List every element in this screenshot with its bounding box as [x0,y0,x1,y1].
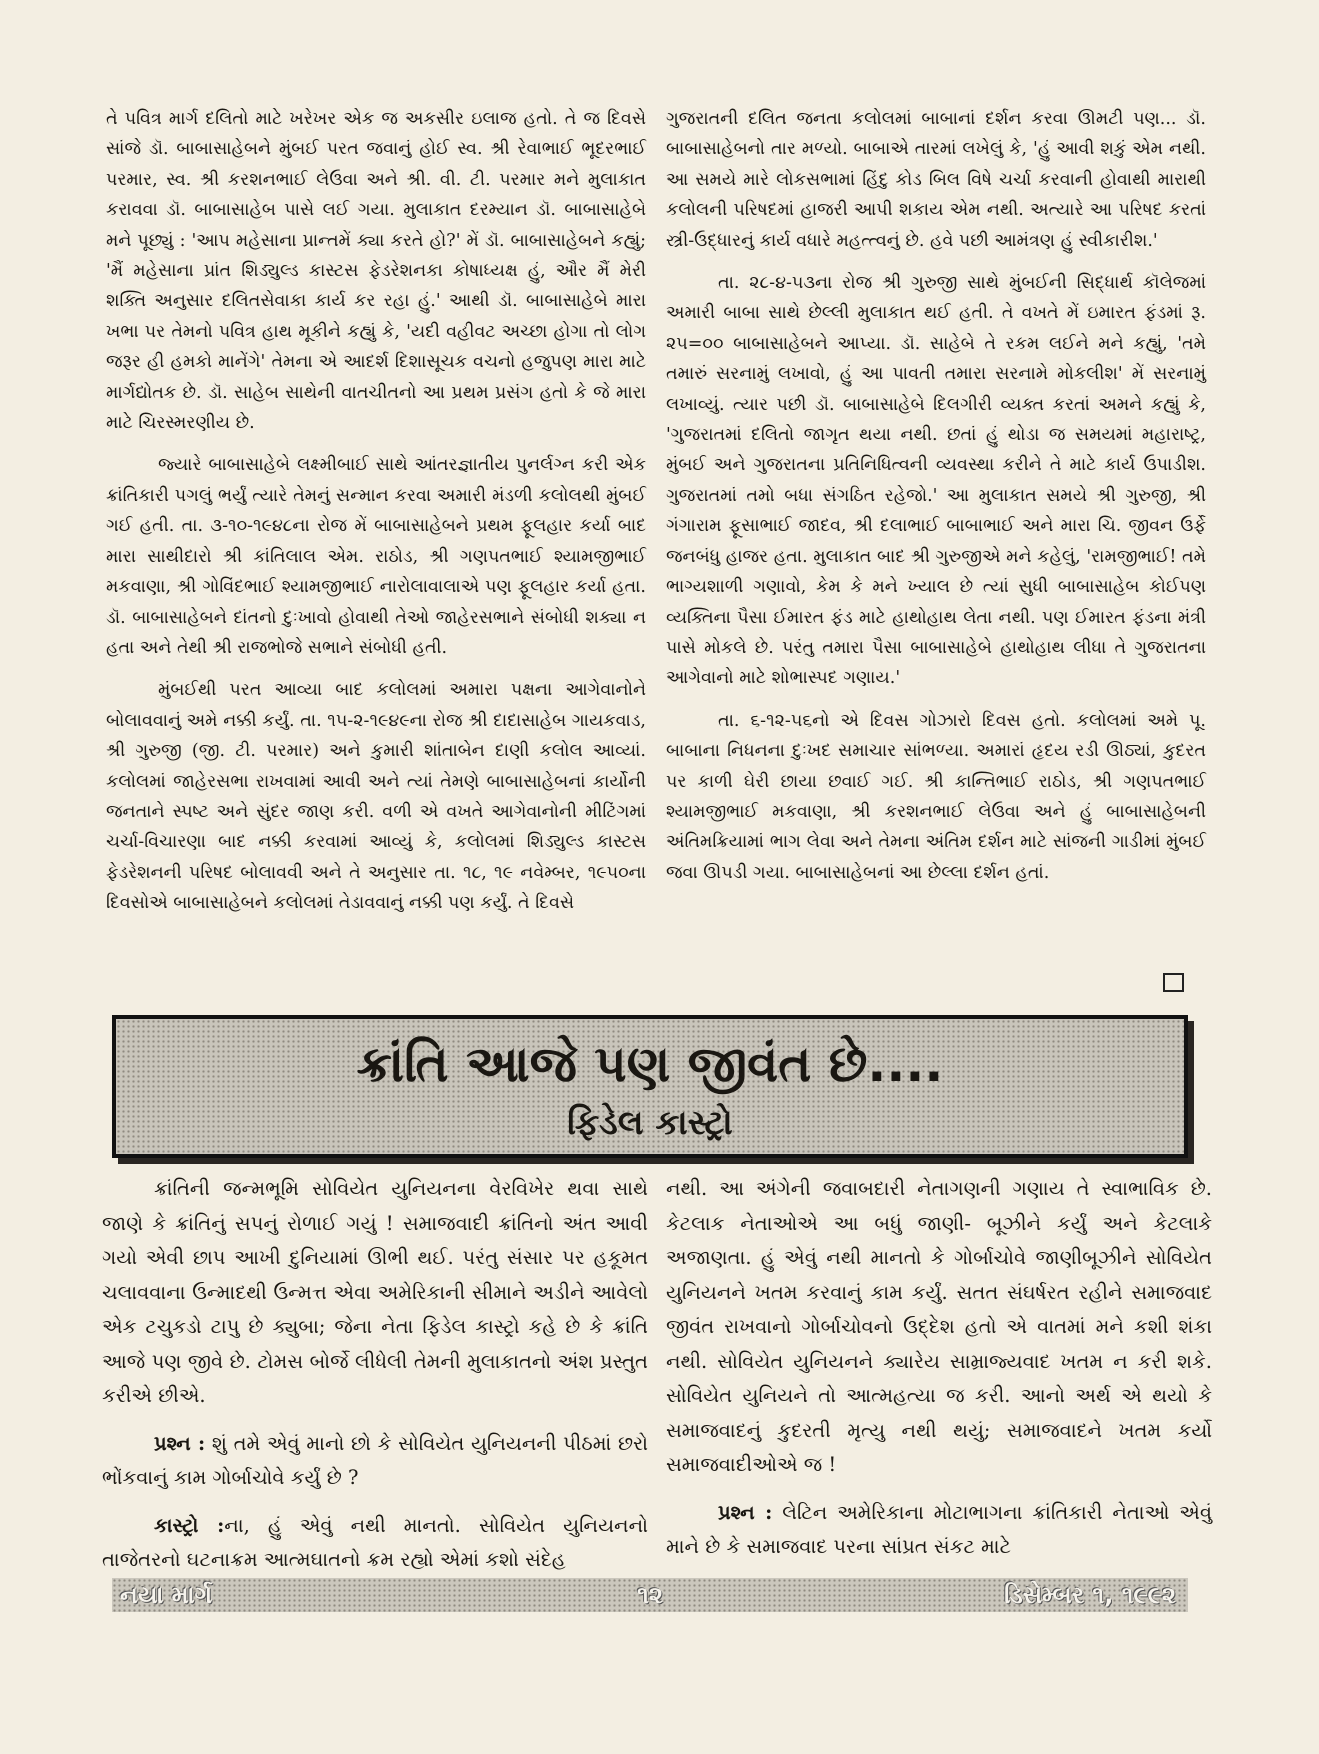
end-of-article-square-icon [1163,973,1184,992]
article2-intro: ક્રાંતિની જન્મભૂમિ સોવિયેત યુનિયનના વેરવિખેર થવા સાથે જાણે કે ક્રાંતિનું સપનું રોળાઈ ગયું ! સમાજવાદી ક્રાંતિનો અંત આવી ગયો એવી છાપ આખી દુનિયામાં ઊભી થઈ. પરંતુ સંસાર પર હકૂમત ચલાવવાના ઉન્માદથી ઉન્મત્ત એવા અમેરિકાની સીમાને અડીને આવેલો એક ટચુકડો ટાપુ છે ક્યુબા; જેના નેતા ફિડેલ કાસ્ટ્રો કહે છે કે ક્રાંતિ આજે પણ જીવે છે. ટોમસ બોર્જે લીધેલી તેમની મુલાકાતનો અંશ પ્રસ્તુત કરીએ છીએ. [102,1177,648,1407]
answer-paragraph [102,1509,648,1578]
issue-date: ડિસેમ્બર ૧, ૧૯૯૨ [1004,1581,1176,1609]
question-paragraph [666,1496,1212,1565]
article1-paragraph: તે પવિત્ર માર્ગ દલિતો માટે ખરેખર એક જ અકસીર ઇલાજ હતો. તે જ દિવસે સાંજે ડૉ. બાબાસાહેબને મુંબઈ પરત જવાનું હોઈ સ્વ. શ્રી રેવાભાઈ ભૂદરભાઈ પરમાર, સ્વ. શ્રી કરશનભાઈ લેઉવા અને શ્રી. વી. ટી. પરમાર મને મુલાકાત કરાવવા ડૉ. બાબાસાહેબ પાસે લઈ ગયા. મુલાકાત દરમ્યાન ડૉ. બાબાસાહેબે મને પૂછ્યું : 'આપ મહેસાના પ્રાન્તમેં ક્યા કરતે હો?' મેં ડૉ. બાબાસાહેબને કહ્યું; 'મૈં મહેસાના પ્રાંત શિડ્યુલ્ડ કાસ્ટસ ફેડરેશનકા કોષાધ્યક્ષ હું, ઔર મૈં મેરી શક્તિ અનુસાર દલિતસેવાકા કાર્ય કર રહા હું.' આથી ડૉ. બાબાસાહેબે મારા ખભા પર તેમનો પવિત્ર હાથ મૂકીને કહ્યું કે, 'યદી વહીવટ અચ્છા હોગા તો લોગ જરૂર હી હમકો માનેંગે' તેમના એ આદર્શ દિશાસૂચક વચનો હજુપણ મારા માટે માર્ગદ્યોતક છે. ડૉ. સાહેબ સાથેની વાતચીતનો આ પ્રથમ પ્રસંગ હતો કે જે મારા માટે ચિરસ્મરણીય છે. [106,109,646,434]
article2-left-column [102,1172,648,1578]
article2-title-banner [112,1015,1188,1158]
answer-continuation: નથી. આ અંગેની જવાબદારી નેતાગણની ગણાય તે સ્વાભાવિક છે. કેટલાક નેતાઓએ આ બધું જાણી- બૂઝીને કર્યું અને કેટલાકે અજાણતા. હું એવું નથી માનતો કે ગોર્બાચોવે જાણીબૂઝીને સોવિયેત યુનિયનને ખતમ કરવાનું કામ કર્યું. સતત સંઘર્ષરત રહીને સમાજવાદ જીવંત રાખવાનો ગોર્બાચોવનો ઉદ્દેશ હતો એ વાતમાં મને કશી શંકા નથી. સોવિયેત યુનિયનને ક્યારેય સામ્રાજ્યવાદ ખતમ ન કરી શકે. સોવિયેત યુનિયને તો આત્મહત્યા જ કરી. આનો અર્થ એ થયો કે સમાજવાદનું કુદરતી મૃત્યુ નથી થયું; સમાજવાદને ખતમ કર્યો સમાજવાદીઓએ જ ! [666,1177,1212,1476]
question-text: શું તમે એવું માનો છો કે સોવિયેત યુનિયનની પીઠમાં છરો ભોંકવાનું કામ ગોર્બાચોવે કર્યું છે ? [102,1431,648,1489]
question-paragraph [102,1427,648,1496]
article1-paragraph: મુંબઈથી પરત આવ્યા બાદ કલોલમાં અમારા પક્ષના આગેવાનોને બોલાવવાનું અમે નક્કી કર્યું. તા. ૧૫-૨-૧૯૪૯ના રોજ શ્રી દાદાસાહેબ ગાયકવાડ, શ્રી ગુરુજી (જી. ટી. પરમાર) અને કુમારી શાંતાબેન દાણી કલોલ આવ્યાં. કલોલમાં જાહેરસભા રાખવામાં આવી અને ત્યાં તેમણે બાબાસાહેબનાં કાર્યોની જનતાને સ્પષ્ટ અને સુંદર જાણ કરી. વળી એ વખતે આગેવાનોની મીટિંગમાં ચર્ચા-વિચારણા બાદ નક્કી કરવામાં આવ્યું કે, કલોલમાં શિડ્યુલ્ડ કાસ્ટસ ફેડરેશનની પરિષદ બોલાવવી અને તે અનુસાર તા. ૧૮, ૧૯ નવેમ્બર, ૧૯૫૦ના દિવસોએ બાબાસાહેબને કલોલમાં તેડાવવાનું નક્કી પણ કર્યું. તે દિવસે [106,680,646,914]
article1-paragraph: જ્યારે બાબાસાહેબે લક્ષ્મીબાઈ સાથે આંતરજ્ઞાતીય પુનર્લગ્ન કરી એક ક્રાંતિકારી પગલું ભર્યું ત્યારે તેમનું સન્માન કરવા અમારી મંડળી કલોલથી મુંબઈ ગઈ હતી. તા. ૩-૧૦-૧૯૪૮ના રોજ મેં બાબાસાહેબને પ્રથમ ફૂલહાર કર્યા બાદ મારા સાથીદારો શ્રી કાંતિલાલ એમ. રાઠોડ, શ્રી ગણપતભાઈ શ્યામજીભાઈ મકવાણા, શ્રી ગોવિંદભાઈ શ્યામજીભાઈ નારોલાવાલાએ પણ ફૂલહાર કર્યા હતા. ડૉ. બાબાસાહેબને દાંતનો દુઃખાવો હોવાથી તેઓ જાહેરસભાને સંબોધી શક્યા ન હતા અને તેથી શ્રી રાજભોજે સભાને સંબોધી હતી. [106,455,646,658]
article2-right-column [666,1172,1212,1565]
page-number: ૧૨ [637,1581,663,1609]
article1-paragraph: તા. ૨૮-૪-૫૩ના રોજ શ્રી ગુરુજી સાથે મુંબઈની સિદ્ધાર્થ કૉલેજમાં અમારી બાબા સાથે છેલ્લી મુલાકાત થઈ હતી. તે વખતે મેં ઇમારત ફંડમાં રૂ. ૨૫=૦૦ બાબાસાહેબને આપ્યા. ડૉ. સાહેબે તે રકમ લઈને મને કહ્યું, 'તમે તમારું સરનામું લખાવો, હું આ પાવતી તમારા સરનામે મોકલીશ' મેં સરનામું લખાવ્યું. ત્યાર પછી ડૉ. બાબાસાહેબે દિલગીરી વ્યક્ત કરતાં અમને કહ્યું કે, 'ગુજરાતમાં દલિતો જાગૃત થયા નથી. છતાં હું થોડા જ સમયમાં મહારાષ્ટ્ર, મુંબઈ અને ગુજરાતના પ્રતિનિધિત્વની વ્યવસ્થા કરીને તે માટે કાર્ય ઉપાડીશ. ગુજરાતમાં તમો બધા સંગઠિત રહેજો.' આ મુલાકાત સમયે શ્રી ગુરુજી, શ્રી ગંગારામ ફૂસાભાઈ જાદવ, શ્રી દલાભાઈ બાબાભાઈ અને મારા ચિ. જીવન ઉર્ફે જનબંધુ હાજર હતા. મુલાકાત બાદ શ્રી ગુરુજીએ મને કહેલું, 'રામજીભાઈ! તમે ભાગ્યશાળી ગણાવો, કેમ કે મને ખ્યાલ છે ત્યાં સુધી બાબાસાહેબ કોઈપણ વ્યક્તિના પૈસા ઈમારત ફંડ માટે હાથોહાથ લેતા નથી. પણ ઈમારત ફંડના મંત્રી પાસે મોકલે છે. પરંતુ તમારા પૈસા બાબાસાહેબે હાથોહાથ લીધા તે ગુજરાતના આગેવાનો માટે શોભાસ્પદ ગણાય.' [666,273,1206,689]
article2-author: ફિડેલ કાસ્ટ્રો [567,1103,733,1143]
article1-paragraph: ગુજરાતની દલિત જનતા કલોલમાં બાબાનાં દર્શન કરવા ઊમટી પણ... ડૉ. બાબાસાહેબનો તાર મળ્યો. બાબાએ તારમાં લખેલું કે, 'હું આવી શકું એમ નથી. આ સમયે મારે લોકસભામાં હિંદુ કોડ બિલ વિષે ચર્ચા કરવાની હોવાથી મારાથી કલોલની પરિષદમાં હાજરી આપી શકાય એમ નથી. અત્યારે આ પરિષદ કરતાં સ્ત્રી-ઉદ્ધારનું કાર્ય વધારે મહત્ત્વનું છે. હવે પછી આમંત્રણ હું સ્વીકારીશ.' [666,109,1206,251]
article1-right-column [666,104,1206,888]
question-text: લેટિન અમેરિકાના મોટાભાગના ક્રાંતિકારી નેતાઓ એવું માને છે કે સમાજવાદ પરના સાંપ્રત સંકટ માટે [666,1500,1212,1558]
question-label: પ્રશ્ન : [154,1431,206,1455]
answer-text: ના, હું એવું નથી માનતો. સોવિયેત યુનિયનનો તાજેતરનો ઘટનાક્રમ આત્મઘાતનો ક્રમ રહ્યો એમાં કશો સંદેહ [102,1513,648,1571]
magazine-name: નયા માર્ગ [120,1581,213,1609]
article2-title: ક્રાંતિ આજે પણ જીવંત છે.... [356,1035,944,1093]
answer-label: કાસ્ટ્રો : [154,1513,225,1537]
article1-left-column [106,104,646,919]
article1-paragraph: તા. ૬-૧૨-૫૬નો એ દિવસ ગોઝારો દિવસ હતો. કલોલમાં અમે પૂ. બાબાના નિધનના દુઃખદ સમાચાર સાંભળ્યા. અમારાં હૃદય રડી ઊઠ્યાં, કુદરત પર કાળી ઘેરી છાયા છવાઈ ગઈ. શ્રી કાન્તિભાઈ રાઠોડ, શ્રી ગણપતભાઈ શ્યામજીભાઈ મકવાણા, શ્રી કરશનભાઈ લેઉવા અને હું બાબાસાહેબની અંતિમક્રિયામાં ભાગ લેવા અને તેમના અંતિમ દર્શન માટે સાંજની ગાડીમાં મુંબઈ જવા ઊપડી ગયા. બાબાસાહેબનાં આ છેલ્લા દર્શન હતાં. [666,710,1206,883]
question-label: પ્રશ્ન : [718,1500,773,1524]
page-footer [112,1578,1188,1612]
